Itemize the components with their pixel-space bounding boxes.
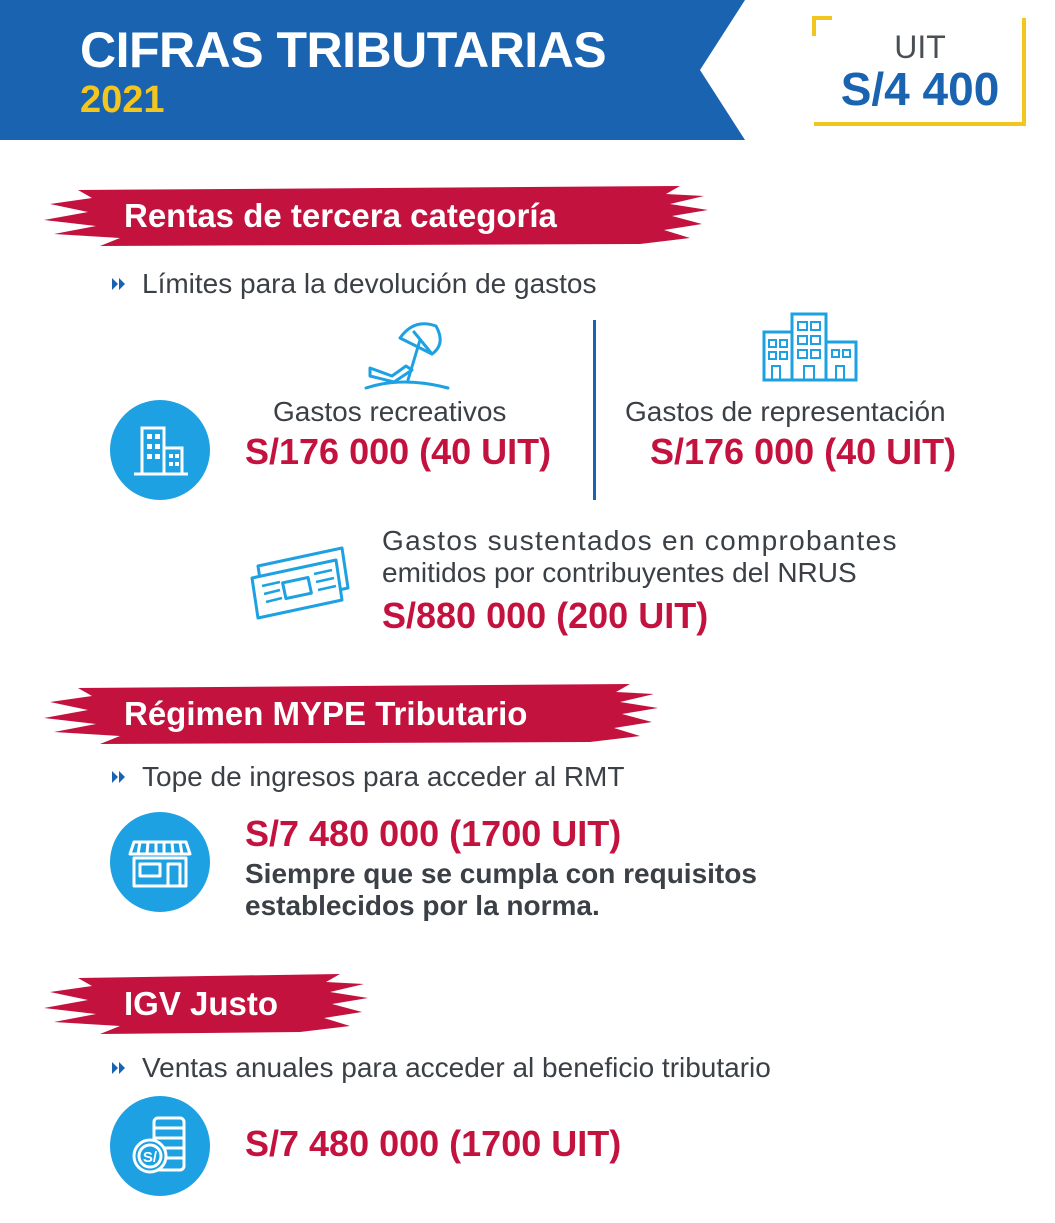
bullet-text: Límites para la devolución de gastos — [142, 268, 597, 299]
igv-amount: S/7 480 000 (1700 UIT) — [245, 1123, 622, 1164]
double-chevron-icon — [112, 769, 128, 785]
column-divider — [593, 320, 597, 500]
page-title: CIFRAS TRIBUTARIAS — [80, 22, 607, 78]
beach-umbrella-icon — [362, 318, 452, 392]
store-icon — [110, 812, 210, 912]
svg-text:S/: S/ — [142, 1149, 158, 1166]
building-icon — [110, 400, 210, 500]
city-buildings-icon — [760, 310, 860, 382]
mype-amount: S/7 480 000 (1700 UIT) — [245, 813, 622, 854]
section-title-rentas: Rentas de tercera categoría — [124, 197, 557, 234]
uit-label: UIT — [894, 29, 946, 65]
bullet-limites — [112, 268, 597, 300]
item-label-nrus-line1: Gastos sustentados en comprobantes — [382, 525, 898, 556]
bullet-text: Tope de ingresos para acceder al RMT — [142, 761, 625, 792]
page-year: 2021 — [80, 79, 165, 121]
bullet-ventas — [112, 1052, 771, 1084]
mype-note-line1: Siempre que se cumpla con requisitos — [245, 858, 757, 889]
uit-value: S/4 400 — [840, 63, 1000, 115]
mype-note-line2: establecidos por la norma. — [245, 890, 600, 921]
item-amount-representacion: S/176 000 (40 UIT) — [650, 431, 957, 472]
item-amount-recreativos: S/176 000 (40 UIT) — [245, 431, 552, 472]
coins-icon — [110, 1096, 210, 1196]
double-chevron-icon — [112, 1060, 128, 1076]
item-label-nrus-line2: emitidos por contribuyentes del NRUS — [382, 557, 857, 588]
item-label-recreativos: Gastos recreativos — [273, 396, 507, 427]
item-label-representacion: Gastos de representación — [625, 396, 946, 427]
bullet-tope — [112, 761, 624, 793]
double-chevron-icon — [112, 276, 128, 292]
section-title-mype: Régimen MYPE Tributario — [124, 695, 528, 732]
section-title-igv: IGV Justo — [124, 985, 279, 1022]
bullet-text: Ventas anuales para acceder al beneficio tributario — [142, 1052, 771, 1083]
receipts-icon — [244, 540, 354, 620]
item-amount-nrus: S/880 000 (200 UIT) — [382, 595, 709, 636]
